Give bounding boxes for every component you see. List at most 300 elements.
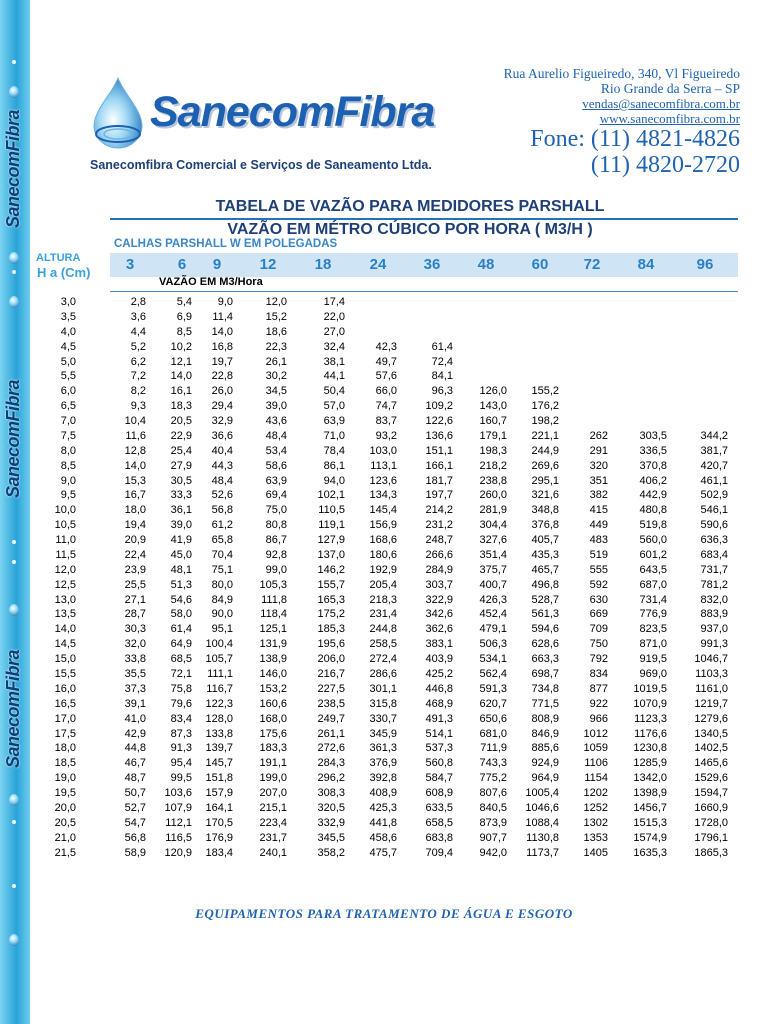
table-row — [0, 831, 768, 845]
flow-cell: 8,2 — [130, 385, 146, 398]
flow-cell: 111,8 — [261, 593, 287, 606]
flow-cell: 1173,7 — [526, 846, 559, 859]
page-title: TABELA DE VAZÃO PARA MEDIDORES PARSHALL — [215, 198, 605, 215]
flow-cell: 52,6 — [211, 489, 233, 502]
flow-cell: 160,6 — [259, 697, 287, 710]
flow-cell: 198,3 — [479, 444, 507, 457]
flow-cell: 6,9 — [176, 310, 192, 323]
height-cell: 15,0 — [54, 653, 76, 666]
flow-cell: 1402,5 — [694, 742, 728, 755]
flow-cell: 883,9 — [700, 608, 728, 621]
flow-cell: 383,1 — [425, 638, 453, 651]
flow-cell: 315,8 — [369, 697, 397, 710]
height-cell: 3,5 — [60, 310, 76, 323]
height-cell: 20,5 — [54, 816, 76, 829]
flow-cell: 320,5 — [317, 801, 345, 814]
flow-cell: 37,3 — [124, 682, 146, 695]
flow-cell: 99,0 — [265, 563, 287, 576]
flow-cell: 743,3 — [479, 757, 507, 770]
table-row — [0, 548, 768, 562]
flow-cell: 179,1 — [479, 429, 507, 442]
flow-cell: 78,4 — [323, 444, 345, 457]
flow-cell: 12,1 — [170, 355, 192, 368]
height-cell: 12,5 — [54, 578, 76, 591]
height-cell: 10,0 — [54, 504, 76, 517]
flow-cell: 83,7 — [375, 415, 397, 428]
altura-label: ALTURA — [36, 252, 81, 264]
flow-cell: 11,4 — [212, 310, 233, 323]
flow-cell: 18,3 — [170, 400, 192, 413]
flow-cell: 27,0 — [323, 325, 345, 338]
flow-cell: 991,3 — [700, 638, 728, 651]
flow-cell: 102,1 — [317, 489, 345, 502]
flow-cell: 74,7 — [375, 400, 397, 413]
flow-cell: 30,3 — [124, 623, 146, 636]
flow-cell: 160,7 — [479, 415, 507, 428]
flow-cell: 291 — [589, 444, 608, 457]
flow-cell: 561,3 — [531, 608, 559, 621]
height-cell: 21,5 — [54, 846, 76, 859]
flow-cell: 127,9 — [317, 534, 345, 547]
flow-cell: 584,7 — [425, 772, 453, 785]
flow-cell: 351 — [589, 474, 608, 487]
table-title: VAZÃO EM MÉTRO CÚBICO POR HORA ( M3/H ) — [227, 221, 593, 238]
flow-cell: 1340,5 — [694, 727, 728, 740]
flow-cell: 332,9 — [317, 816, 345, 829]
table-row — [0, 369, 768, 383]
flow-cell: 136,6 — [425, 429, 453, 442]
vazao-divider — [110, 291, 738, 292]
flow-cell: 281,9 — [479, 504, 507, 517]
flow-cell: 42,3 — [375, 340, 397, 353]
flow-cell: 70,4 — [211, 548, 233, 561]
flow-cell: 231,7 — [259, 831, 287, 844]
flow-cell: 375,7 — [479, 563, 507, 576]
flow-cell: 441,8 — [369, 816, 397, 829]
flow-cell: 506,3 — [479, 638, 507, 651]
flow-cell: 231,4 — [369, 608, 397, 621]
width-header-cell: 3 — [125, 256, 135, 273]
water-drop-icon — [9, 252, 19, 264]
flow-cell: 731,4 — [639, 593, 667, 606]
flow-cell: 304,4 — [479, 519, 507, 532]
flow-cell: 406,2 — [639, 474, 667, 487]
flow-cell: 608,9 — [425, 787, 453, 800]
flow-cell: 116,5 — [165, 831, 192, 844]
flow-cell: 20,9 — [124, 534, 146, 547]
table-row — [0, 756, 768, 770]
flow-cell: 336,5 — [639, 444, 667, 457]
flow-cell: 34,5 — [265, 385, 287, 398]
flow-cell: 72,1 — [170, 668, 192, 680]
flow-cell: 14,0 — [170, 370, 192, 383]
flow-cell: 120,9 — [164, 846, 192, 859]
flow-cell: 7,2 — [130, 370, 146, 383]
height-cell: 7,0 — [60, 415, 76, 428]
flow-cell: 238,8 — [479, 474, 507, 487]
flow-cell: 426,3 — [479, 593, 507, 606]
flow-cell: 48,4 — [265, 429, 287, 442]
flow-cell: 100,4 — [205, 638, 233, 651]
height-cell: 15,5 — [54, 668, 76, 680]
table-row — [0, 444, 768, 458]
flow-cell: 84,1 — [431, 370, 453, 383]
flow-cell: 330,7 — [369, 712, 397, 725]
flow-cell: 1405 — [583, 846, 608, 859]
height-cell: 5,5 — [60, 370, 76, 383]
table-row — [0, 563, 768, 577]
table-row — [0, 488, 768, 502]
flow-cell: 709 — [589, 623, 608, 636]
flow-cell: 223,4 — [259, 816, 287, 829]
flow-cell: 198,2 — [531, 415, 559, 428]
table-row — [0, 652, 768, 666]
flow-cell: 731,7 — [700, 563, 728, 576]
flow-cell: 711,9 — [480, 742, 507, 755]
flow-cell: 465,7 — [531, 563, 559, 576]
flow-cell: 537,3 — [425, 742, 453, 755]
flow-cell: 683,4 — [700, 548, 728, 561]
flow-cell: 61,4 — [431, 340, 453, 353]
flow-cell: 65,8 — [211, 534, 233, 547]
flow-cell: 261,1 — [317, 727, 345, 740]
height-cell: 21,0 — [54, 831, 76, 844]
flow-cell: 382 — [589, 489, 608, 502]
table-row — [0, 697, 768, 711]
flow-cell: 370,8 — [639, 459, 667, 472]
flow-cell: 75,8 — [170, 682, 192, 695]
flow-cell: 143,0 — [479, 400, 507, 413]
flow-cell: 22,3 — [265, 340, 287, 353]
flow-cell: 214,2 — [425, 504, 453, 517]
flow-cell: 650,6 — [479, 712, 507, 725]
flow-cell: 425,2 — [425, 668, 453, 680]
flow-cell: 72,4 — [431, 355, 453, 368]
flow-cell: 594,6 — [531, 623, 559, 636]
width-header-cell: 9 — [212, 256, 222, 273]
flow-cell: 146,2 — [317, 563, 345, 576]
flow-cell: 435,3 — [531, 548, 559, 561]
flow-cell: 1202 — [583, 787, 608, 800]
flow-cell: 1660,9 — [694, 801, 728, 814]
table-row — [0, 682, 768, 696]
flow-cell: 86,7 — [265, 534, 287, 547]
address-line-2: Rio Grande da Serra – SP — [600, 81, 740, 96]
flow-cell: 164,1 — [205, 801, 233, 814]
flow-cell: 376,8 — [531, 519, 559, 532]
flow-cell: 687,0 — [639, 578, 667, 591]
flow-cell: 452,4 — [479, 608, 507, 621]
table-row — [0, 771, 768, 785]
flow-cell: 16,7 — [124, 489, 146, 502]
flow-cell: 131,9 — [259, 638, 287, 651]
flow-cell: 116,7 — [206, 682, 233, 695]
flow-cell: 112,1 — [165, 816, 192, 829]
flow-cell: 58,6 — [265, 459, 287, 472]
height-cell: 4,5 — [60, 340, 76, 353]
flow-cell: 461,1 — [700, 474, 728, 487]
flow-cell: 94,0 — [323, 474, 345, 487]
height-cell: 6,0 — [60, 385, 76, 398]
width-header-cell: 48 — [477, 256, 495, 273]
flow-cell: 592 — [589, 578, 608, 591]
flow-cell: 1154 — [584, 772, 608, 785]
table-row — [0, 667, 768, 681]
flow-cell: 240,1 — [259, 846, 287, 859]
contact-block — [504, 66, 740, 178]
table-row — [0, 801, 768, 815]
flow-cell: 1635,3 — [633, 846, 667, 859]
flow-cell: 27,9 — [170, 459, 192, 472]
flow-cell: 41,0 — [124, 712, 146, 725]
flow-cell: 83,4 — [170, 712, 192, 725]
flow-cell: 43,6 — [265, 415, 287, 428]
flow-cell: 99,5 — [170, 772, 192, 785]
flow-cell: 139,7 — [205, 742, 233, 755]
flow-cell: 175,6 — [259, 727, 287, 740]
flow-cell: 358,2 — [317, 846, 345, 859]
flow-cell: 871,0 — [639, 638, 667, 651]
flow-cell: 1130,8 — [526, 831, 559, 844]
flow-cell: 54,6 — [170, 593, 192, 606]
flow-cell: 942,0 — [479, 846, 507, 859]
flow-cell: 87,3 — [170, 727, 192, 740]
flow-cell: 683,8 — [425, 831, 453, 844]
vazao-label: VAZÃO EM M3/Hora — [159, 276, 263, 288]
flow-cell: 16,8 — [211, 340, 233, 353]
company-logo — [88, 74, 448, 174]
water-drop-icon — [9, 86, 19, 98]
flow-cell: 66,0 — [375, 385, 397, 398]
flow-cell: 458,6 — [369, 831, 397, 844]
flow-cell: 151,1 — [425, 444, 453, 457]
flow-cell: 295,1 — [531, 474, 559, 487]
flow-cell: 381,7 — [700, 444, 728, 457]
flow-cell: 248,7 — [425, 534, 453, 547]
flow-cell: 1046,7 — [694, 653, 728, 666]
flow-cell: 1515,3 — [633, 816, 667, 829]
flow-cell: 832,0 — [700, 593, 728, 606]
flow-cell: 8,5 — [176, 325, 192, 338]
flow-cell: 61,4 — [170, 623, 192, 636]
flow-cell: 284,3 — [317, 757, 345, 770]
flow-cell: 52,7 — [124, 801, 146, 814]
flow-cell: 176,9 — [205, 831, 233, 844]
flow-cell: 669 — [589, 608, 608, 621]
flow-cell: 137,0 — [317, 548, 345, 561]
height-cell: 13,5 — [54, 608, 76, 621]
height-cell: 17,5 — [54, 727, 76, 740]
flow-cell: 183,3 — [259, 742, 287, 755]
flow-cell: 750 — [589, 638, 608, 651]
flow-cell: 807,6 — [479, 787, 507, 800]
flow-cell: 792 — [589, 653, 608, 666]
flow-cell: 126,0 — [479, 385, 507, 398]
table-row — [0, 816, 768, 830]
table-row — [0, 295, 768, 309]
email-link[interactable]: vendas@sanecomfibra.com.br — [582, 96, 740, 111]
flow-cell: 30,5 — [170, 474, 192, 487]
flow-cell: 1046,6 — [525, 801, 559, 814]
flow-cell: 591,3 — [479, 682, 507, 695]
table-row — [0, 578, 768, 592]
flow-cell: 111,1 — [207, 668, 233, 680]
height-cell: 9,5 — [60, 489, 76, 502]
height-unit-label: H a (Cm) — [37, 265, 91, 280]
flow-cell: 320 — [589, 459, 608, 472]
flow-cell: 134,3 — [369, 489, 397, 502]
flow-cell: 2,8 — [130, 296, 146, 308]
flow-cell: 105,3 — [259, 578, 287, 591]
table-row — [0, 310, 768, 324]
flow-cell: 180,6 — [369, 548, 397, 561]
flow-cell: 191,1 — [259, 757, 287, 770]
flow-cell: 442,9 — [639, 489, 667, 502]
flow-cell: 26,1 — [265, 355, 287, 368]
flow-cell: 58,0 — [170, 608, 192, 621]
flow-cell: 420,7 — [700, 459, 728, 472]
flow-cell: 12,0 — [265, 296, 287, 308]
height-cell: 16,0 — [54, 682, 76, 695]
flow-cell: 11,6 — [125, 429, 146, 442]
flow-cell: 885,6 — [531, 742, 559, 755]
flow-cell: 1285,9 — [633, 757, 667, 770]
flow-cell: 362,6 — [425, 623, 453, 636]
address-line-1: Rua Aurelio Figueiredo, 340, Vl Figueiredo — [503, 66, 740, 81]
flow-cell: 266,6 — [425, 548, 453, 561]
table-row — [0, 712, 768, 726]
flow-cell: 128,0 — [205, 712, 233, 725]
flow-cell: 48,1 — [170, 563, 192, 576]
flow-cell: 560,0 — [639, 534, 667, 547]
height-cell: 11,5 — [55, 548, 76, 561]
height-cell: 14,0 — [54, 623, 76, 636]
flow-cell: 64,9 — [170, 638, 192, 651]
flow-cell: 321,6 — [531, 489, 559, 502]
flow-cell: 22,9 — [170, 429, 192, 442]
flow-cell: 75,1 — [211, 563, 233, 576]
flow-cell: 345,9 — [369, 727, 397, 740]
flow-cell: 49,7 — [375, 355, 397, 368]
flow-cell: 846,9 — [531, 727, 559, 740]
table-row — [0, 355, 768, 369]
flow-cell: 80,0 — [211, 578, 233, 591]
flow-cell: 823,5 — [639, 623, 667, 636]
flow-cell: 92,8 — [265, 548, 287, 561]
flow-cell: 1161,0 — [695, 682, 728, 695]
flow-cell: 107,9 — [164, 801, 192, 814]
flow-cell: 14,0 — [124, 459, 146, 472]
phone-2: (11) 4820-2720 — [590, 152, 740, 178]
flow-cell: 103,0 — [369, 444, 397, 457]
flow-cell: 415 — [589, 504, 608, 517]
flow-cell: 80,8 — [265, 519, 287, 532]
table-row — [0, 622, 768, 636]
flow-cell: 166,1 — [425, 459, 453, 472]
flow-cell: 534,1 — [479, 653, 507, 666]
flow-cell: 301,1 — [369, 682, 397, 695]
flow-cell: 95,1 — [211, 623, 233, 636]
flow-cell: 50,7 — [124, 787, 146, 800]
height-cell: 18,0 — [54, 742, 76, 755]
height-cell: 9,0 — [60, 474, 76, 487]
flow-cell: 68,5 — [170, 653, 192, 666]
flow-cell: 119,1 — [318, 519, 345, 532]
flow-cell: 105,7 — [205, 653, 233, 666]
width-header-cell: 6 — [177, 256, 187, 273]
flow-cell: 286,6 — [369, 668, 397, 680]
height-cell: 19,0 — [54, 772, 76, 785]
flow-cell: 342,6 — [425, 608, 453, 621]
flow-cell: 29,4 — [211, 400, 233, 413]
flow-cell: 133,8 — [205, 727, 233, 740]
flow-cell: 27,1 — [124, 593, 146, 606]
table-row — [0, 414, 768, 428]
flow-cell: 192,9 — [369, 563, 397, 576]
flow-cell: 221,1 — [531, 429, 559, 442]
flow-cell: 924,9 — [531, 757, 559, 770]
table-row — [0, 340, 768, 354]
flow-cell: 907,7 — [479, 831, 507, 844]
flow-cell: 61,2 — [211, 519, 233, 532]
flow-cell: 1252 — [583, 801, 608, 814]
table-row — [0, 325, 768, 339]
flow-cell: 348,8 — [531, 504, 559, 517]
flow-cell: 1342,0 — [633, 772, 667, 785]
flow-cell: 216,7 — [317, 668, 345, 680]
flow-cell: 5,2 — [130, 340, 146, 353]
flow-cell: 3,6 — [130, 310, 146, 323]
flow-cell: 109,2 — [425, 400, 453, 413]
flow-cell: 877 — [589, 682, 608, 695]
flow-cell: 19,7 — [211, 355, 233, 368]
footer-tagline: EQUIPAMENTOS PARA TRATAMENTO DE ÁGUA E ESGOTO — [195, 906, 573, 921]
flow-cell: 57,0 — [323, 400, 345, 413]
flow-cell: 168,6 — [369, 534, 397, 547]
flow-cell: 425,3 — [369, 801, 397, 814]
flow-cell: 1219,7 — [694, 697, 728, 710]
website-link[interactable]: www.sanecomfibra.com.br — [599, 111, 740, 126]
flow-cell: 48,4 — [211, 474, 233, 487]
flow-cell: 709,4 — [425, 846, 453, 859]
flow-cell: 84,9 — [211, 593, 233, 606]
flow-cell: 71,0 — [323, 429, 345, 442]
flow-cell: 249,7 — [317, 712, 345, 725]
flow-cell: 44,8 — [124, 742, 146, 755]
flow-cell: 560,8 — [425, 757, 453, 770]
flow-cell: 205,4 — [369, 578, 397, 591]
flow-cell: 175,2 — [317, 608, 345, 621]
flow-cell: 6,2 — [130, 355, 146, 368]
flow-cell: 937,0 — [700, 623, 728, 636]
height-cell: 5,0 — [60, 355, 76, 368]
flow-cell: 590,6 — [700, 519, 728, 532]
flow-cell: 1005,4 — [525, 787, 559, 800]
table-row — [0, 384, 768, 398]
flow-cell: 231,2 — [425, 519, 453, 532]
flow-cell: 218,2 — [479, 459, 507, 472]
flow-cell: 620,7 — [479, 697, 507, 710]
flow-cell: 22,0 — [323, 310, 345, 323]
flow-cell: 483 — [589, 534, 608, 547]
width-header-cell: 96 — [696, 256, 714, 273]
flow-cell: 151,8 — [205, 772, 233, 785]
flow-cell: 1398,9 — [633, 787, 667, 800]
flow-cell: 36,6 — [211, 429, 233, 442]
flow-cell: 57,6 — [375, 370, 397, 383]
flow-cell: 272,6 — [317, 742, 345, 755]
flow-cell: 168,0 — [259, 712, 287, 725]
